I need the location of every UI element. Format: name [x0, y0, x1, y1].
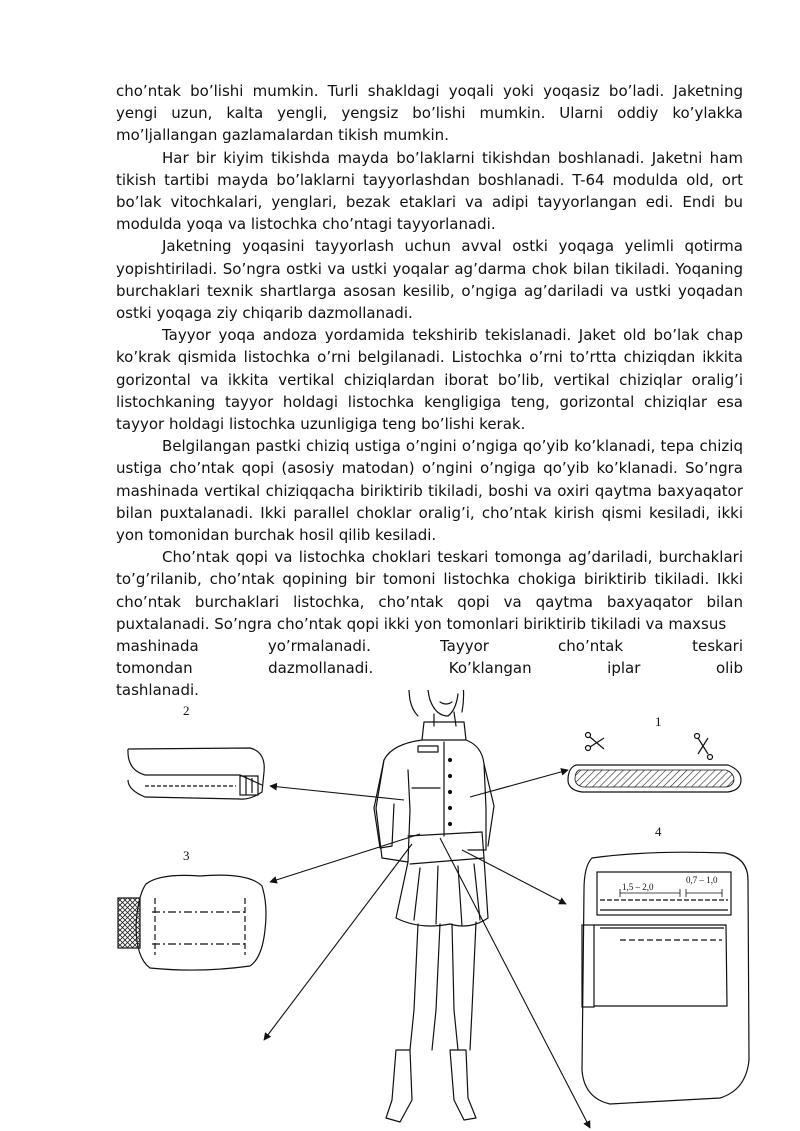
figure-label-2: 2 — [183, 703, 190, 718]
paragraph-1: cho’ntak bo’lishi mumkin. Turli shakldagi yoqali yoki yoqasiz bo’ladi. Jaketning yengi uzun, kalta yengli, yengsiz bo’lishi mumkin. Ularni oddiy ko’ylakka mo’ljallangan gazlamalardan tikish mumkin. — [116, 82, 743, 145]
figure-label-3: 3 — [183, 848, 190, 863]
paragraph-3: Jaketning yoqasini tayyorlash uchun avval ostki yoqaga yelimli qotirma yopishtiriladi. So’ngra ostki va ustki yoqalar ag’darma chok bilan tikiladi. Yoqaning burchaklari texnik shartlarga asosan kesilib, o’ngiga ag’dariladi va ustki yoqadan ostki yoqaga ziy chiqarib dazmollanadi. — [116, 237, 743, 323]
detail-3-marking — [118, 875, 266, 970]
paragraph-4: Tayyor yoqa andoza yordamida tekshirib tekislanadi. Jaket old bo’lak chap ko’krak qismida listochka o’rni belgilanadi. Listochka o’rni to’rtta chiziqdan ikkita gorizontal va ikkita vertikal chiziqlardan iborat bo’lib, vertikal chiziqlar oralig’i listochkaning tayyor holdagi listochka kengligiga teng, gorizontal chiziqlar esa tayyor holdagi listochka uzunligiga teng bo’lishi kerak. — [116, 326, 743, 434]
figure-label-1: 1 — [655, 714, 662, 729]
body-text — [116, 80, 743, 702]
figure-label-4: 4 — [655, 824, 662, 839]
paragraph-2: Har bir kiyim tikishda mayda bo’laklarni tikishdan boshlanadi. Jaketni ham tikish tartibi mayda bo’laklarni tayyorlashdan boshlanadi. T-64 modulda old, ort bo’lak vitochkalari, yenglari, bezak etaklari va adipi tayyorlangan edi. Endi bu modulda yoqa va listochka cho’ntagi tayyorlanadi. — [116, 148, 743, 234]
paragraph-6-line-c: tashlanadi. — [116, 681, 199, 700]
dimension-label-1: 1,5 – 2,0 — [622, 882, 654, 892]
detail-1-hatched-welt — [568, 733, 741, 793]
paragraph-5: Belgilangan pastki chiziq ustiga o’ngini o’ngiga qo’yib ko’klanadi, tepa chiziq ustiga cho’ntak qopi (asosiy matodan) o’ngini o’ngiga qo’yib ko’klanadi. So’ngra mashinada vertikal chiziqqacha biriktirib tikiladi, boshi va oxiri qaytma baxyaqator bilan puxtalanadi. Ikki parallel choklar oralig’i, cho’ntak kirish qismi kesiladi, ikki yon tomonidan burchak hosil qilib kesiladi. — [116, 437, 743, 545]
callout-arrows — [264, 770, 590, 1128]
detail-2-folded-welt — [128, 748, 264, 799]
paragraph-6-line-a: mashinada yo’rmalanadi. Tayyor cho’ntak teskari — [116, 637, 743, 656]
dimension-label-2: 0,7 – 1,0 — [686, 875, 718, 885]
woman-figure — [374, 690, 494, 1122]
scissors-icon-left — [586, 733, 605, 751]
detail-4-pocket-layout — [582, 852, 749, 1104]
pocket-illustration — [0, 690, 800, 1131]
scissors-icon-right — [695, 734, 713, 760]
paragraph-6: Cho’ntak qopi va listochka choklari teskari tomonga ag’dariladi, burchaklari to’g’rilanib, cho’ntak qopining bir tomoni listochka chokiga biriktirib tikiladi. Ikki cho’ntak burchaklari listochka, cho’ntak qopi va qaytma baxyaqator bilan puxtalanadi. So’ngra cho’ntak qopi ikki yon tomonlari biriktirib tikiladi va maxsus — [116, 548, 743, 633]
paragraph-6-line-b: tomondan dazmollanadi. Ko’klangan iplar olib — [116, 659, 743, 678]
